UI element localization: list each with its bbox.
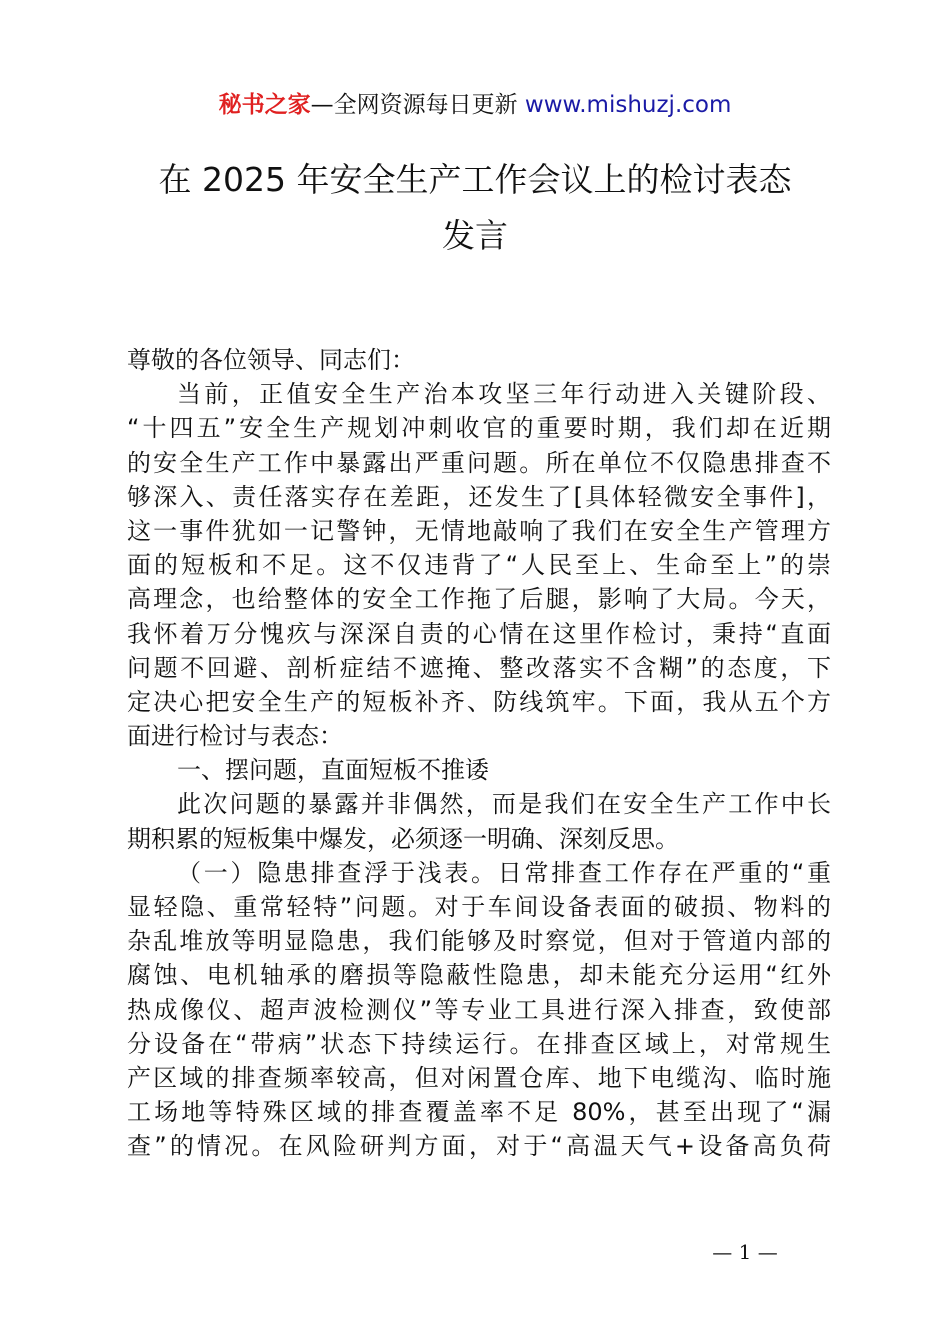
body-line: 面进行检讨与表态： xyxy=(127,722,343,751)
body-line: 显轻隐、重常轻特”问题。对于车间设备表面的破损、物料的 xyxy=(127,893,831,921)
body-line: 高理念，也给整体的安全工作拖了后腿，影响了大局。今天， xyxy=(127,585,831,614)
body-line: 面的短板和不足。这不仅违背了“人民至上、生命至上”的崇 xyxy=(127,551,831,580)
title-line: 发言 xyxy=(442,216,508,255)
header-tagline: —全网资源每日更新 xyxy=(310,92,518,118)
site-header xyxy=(0,86,950,124)
body-line: 此次问题的暴露并非偶然，而是我们在安全生产工作中长 xyxy=(177,790,831,819)
body-line: 分设备在“带病”状态下持续运行。在排查区域上，对常规生 xyxy=(127,1029,831,1058)
body-line: 产区域的排查频率较高，但对闲置仓库、地下电缆沟、临时施 xyxy=(127,1063,831,1092)
body-line: 热成像仪、超声波检测仪”等专业工具进行深入排查，致使部 xyxy=(127,995,831,1024)
document-body xyxy=(127,343,831,1164)
body-line: 腐蚀、电机轴承的磨损等隐蔽性隐患，却未能充分运用“红外 xyxy=(127,961,831,990)
body-line: 我怀着万分愧疚与深深自责的心情在这里作检讨，秉持“直面 xyxy=(127,619,831,648)
body-line: 的安全生产工作中暴露出严重问题。所在单位不仅隐患排查不 xyxy=(127,448,831,477)
title-line: 在 2025 年安全生产工作会议上的检讨表态 xyxy=(158,160,792,199)
body-line: 够深入、责任落实存在差距，还发生了[具体轻微安全事件]， xyxy=(127,482,831,511)
body-line: 期积累的短板集中爆发，必须逐一明确、深刻反思。 xyxy=(127,824,679,853)
body-line: 杂乱堆放等明显隐患，我们能够及时察觉，但对于管道内部的 xyxy=(127,927,831,956)
document-title xyxy=(100,152,850,264)
body-line: 问题不回避、剖析症结不遮掩、整改落实不含糊”的态度，下 xyxy=(127,653,831,682)
body-line: 工场地等特殊区域的排查覆盖率不足 80%，甚至出现了“漏 xyxy=(127,1098,831,1127)
body-line: 查”的情况。在风险研判方面，对于“高温天气+设备高负荷 xyxy=(127,1132,831,1161)
body-line: 定决心把安全生产的短板补齐、防线筑牢。下面，我从五个方 xyxy=(127,687,831,716)
body-line: 这一事件犹如一记警钟，无情地敲响了我们在安全生产管理方 xyxy=(127,516,831,545)
body-line: 当前，正值安全生产治本攻坚三年行动进入关键阶段、 xyxy=(177,380,831,409)
page-number: — 1 — xyxy=(712,1240,778,1264)
brand-name: 秘书之家 xyxy=(218,92,311,118)
section-heading: 一、摆问题，直面短板不推诿 xyxy=(177,756,489,785)
body-line: （一）隐患排查浮于浅表。日常排查工作存在严重的“重 xyxy=(177,858,831,887)
site-url-link[interactable]: www.mishuzj.com xyxy=(524,92,732,118)
salutation: 尊敬的各位领导、同志们： xyxy=(127,346,415,374)
body-line: “十四五”安全生产规划冲刺收官的重要时期，我们却在近期 xyxy=(127,414,831,443)
